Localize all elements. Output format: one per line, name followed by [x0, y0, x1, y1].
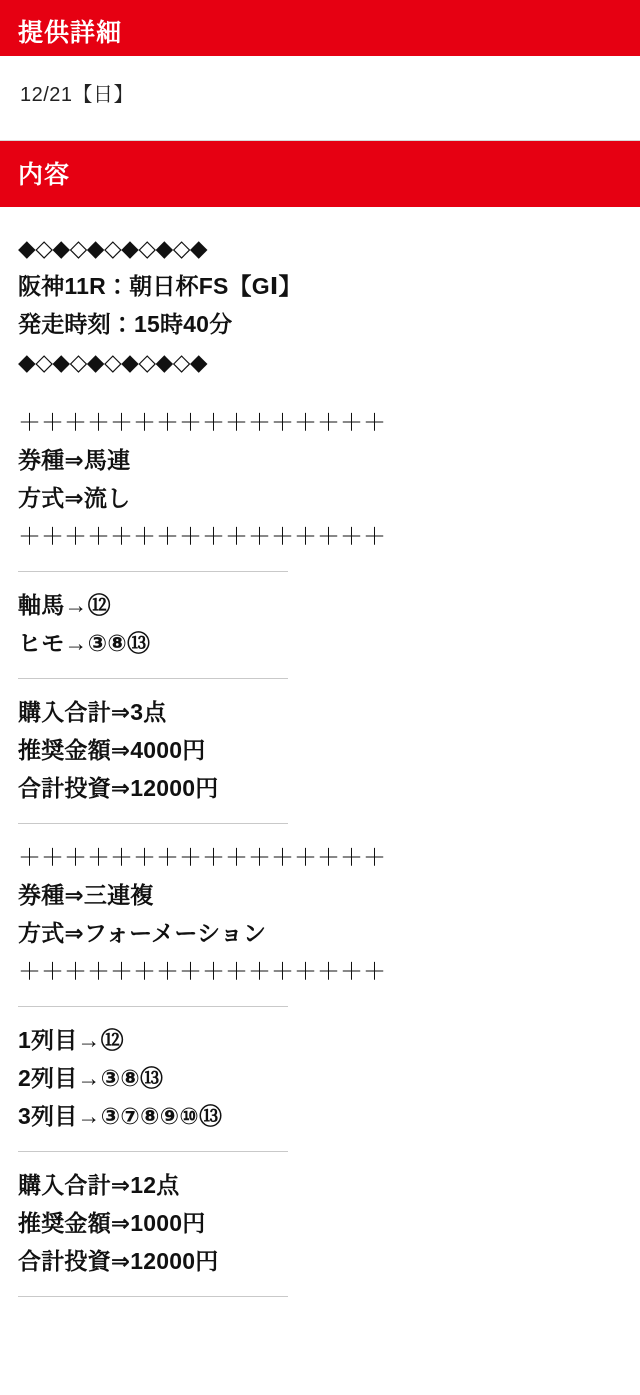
content-line: 合計投資⇒12000円: [18, 1248, 219, 1274]
diamond-divider: ◆◇◆◇◆◇◆◇◆◇◆: [18, 235, 208, 261]
content-line: 推奨金額⇒4000円: [18, 737, 206, 763]
race-date: 12/21【日】: [0, 56, 640, 140]
content-line: 方式⇒流し: [18, 485, 131, 511]
content-line: 購入合計⇒3点: [18, 699, 167, 725]
content-line: [18, 381, 622, 403]
separator-rule: [18, 571, 288, 572]
content-line: 推奨金額⇒1000円: [18, 1210, 206, 1236]
plus-divider: ＋＋＋＋＋＋＋＋＋＋＋＋＋＋＋＋: [18, 844, 386, 870]
separator-rule: [18, 1006, 288, 1007]
content-line: 合計投資⇒12000円: [18, 775, 219, 801]
content-line: 方式⇒フォーメーション: [18, 920, 267, 946]
content-line: 2列目→③⑧⑬: [18, 1065, 164, 1091]
content-line: 購入合計⇒12点: [18, 1172, 180, 1198]
separator-rule: [18, 1296, 288, 1297]
content-line: 軸馬→⑫: [18, 592, 111, 618]
content-line: 阪神11R：朝日杯FS【GⅠ】: [18, 273, 302, 299]
content-line: 1列目→⑫: [18, 1027, 124, 1053]
plus-divider: ＋＋＋＋＋＋＋＋＋＋＋＋＋＋＋＋: [18, 409, 386, 435]
content-line: 券種⇒三連複: [18, 882, 154, 908]
separator-rule: [18, 823, 288, 824]
content-line: 3列目→③⑦⑧⑨⑩⑬: [18, 1103, 223, 1129]
page-title: 提供詳細: [0, 0, 640, 56]
plus-divider: ＋＋＋＋＋＋＋＋＋＋＋＋＋＋＋＋: [18, 958, 386, 984]
content-line: 券種⇒馬連: [18, 447, 131, 473]
content-section-title: 内容: [0, 141, 640, 207]
content-line: ヒモ→③⑧⑬: [18, 630, 151, 656]
separator-rule: [18, 678, 288, 679]
separator-rule: [18, 1151, 288, 1152]
plus-divider: ＋＋＋＋＋＋＋＋＋＋＋＋＋＋＋＋: [18, 523, 386, 549]
content-body: [0, 207, 640, 1321]
content-line: 発走時刻：15時40分: [18, 311, 233, 337]
diamond-divider: ◆◇◆◇◆◇◆◇◆◇◆: [18, 349, 208, 375]
